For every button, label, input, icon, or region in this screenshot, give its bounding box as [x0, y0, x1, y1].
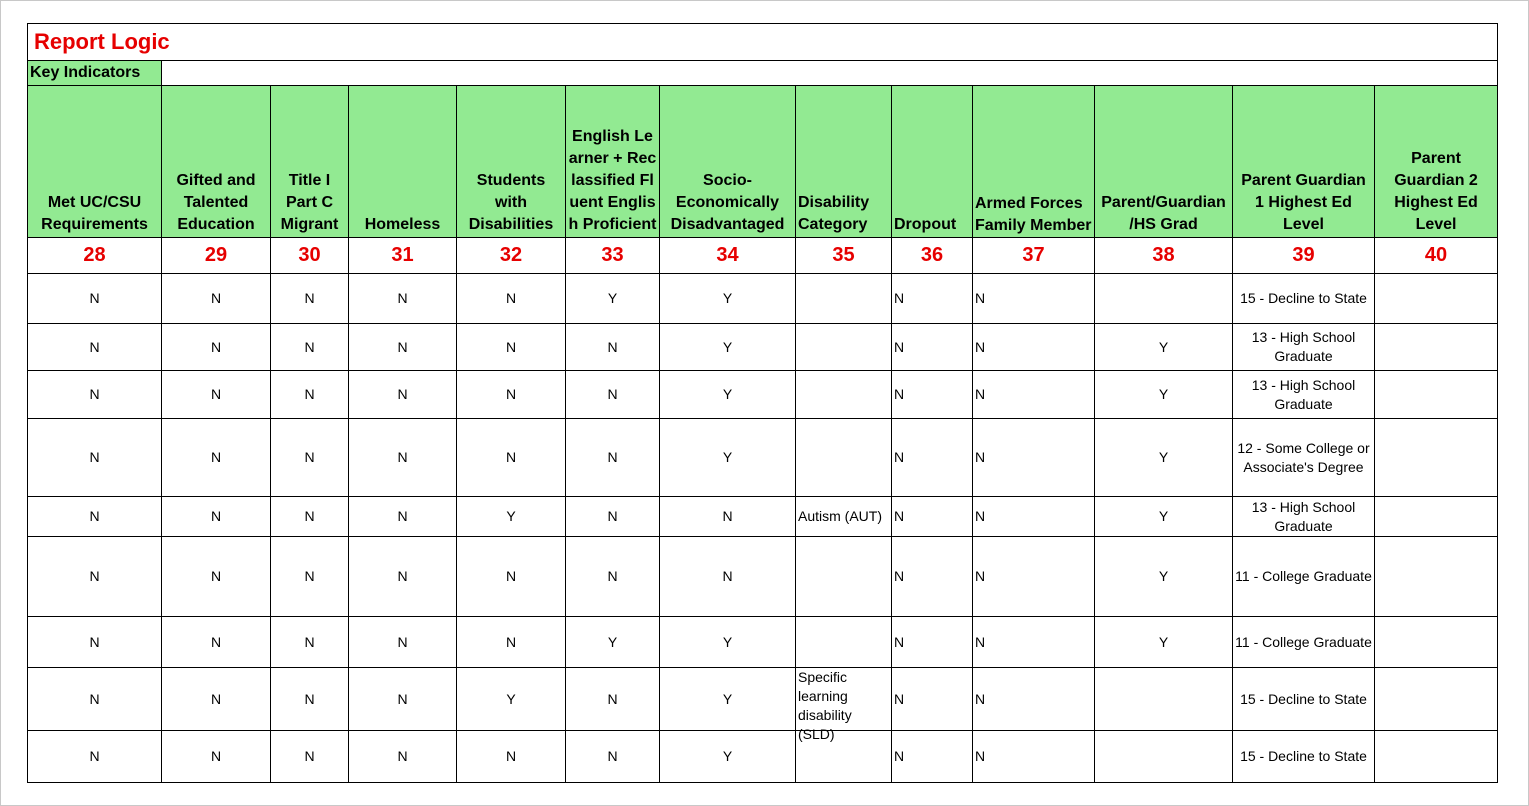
table-cell: N [28, 617, 162, 668]
table-cell: N [28, 537, 162, 617]
table-cell [796, 537, 892, 617]
table-cell: N [271, 731, 349, 783]
table-cell: N [28, 419, 162, 497]
table-cell: N [162, 419, 271, 497]
table-cell: 13 - High School Graduate [1233, 324, 1375, 371]
table-cell: N [349, 617, 457, 668]
table-cell: N [973, 617, 1095, 668]
table-cell: Y [660, 274, 796, 324]
table-row [28, 371, 1498, 419]
table-cell: N [457, 731, 566, 783]
table-cell [1095, 274, 1233, 324]
table-cell: N [271, 617, 349, 668]
table-cell: N [162, 617, 271, 668]
table-cell [796, 668, 892, 742]
table-cell: N [271, 497, 349, 537]
col-header: Dropout [892, 86, 973, 238]
table-cell: N [271, 324, 349, 371]
table-row [28, 731, 1498, 783]
table-cell: 15 - Decline to State [1233, 274, 1375, 324]
table-cell: N [28, 668, 162, 731]
table-cell: N [162, 668, 271, 731]
table-cell: N [162, 274, 271, 324]
table-cell: N [892, 324, 973, 371]
table-cell: N [349, 274, 457, 324]
table-cell: N [892, 371, 973, 419]
table-cell: N [973, 419, 1095, 497]
key-indicators-label: Key Indicators [28, 61, 162, 86]
table-cell: N [566, 371, 660, 419]
table-cell: N [973, 731, 1095, 783]
table-cell: N [457, 617, 566, 668]
table-cell: N [892, 419, 973, 497]
col-header: Students with Disabilities [457, 86, 566, 238]
table-cell: N [566, 668, 660, 731]
table-cell: N [271, 371, 349, 419]
table-cell: N [349, 419, 457, 497]
table-row [28, 617, 1498, 668]
table-cell: N [28, 731, 162, 783]
table-cell [1375, 419, 1498, 497]
table-cell [1375, 324, 1498, 371]
col-number: 35 [796, 238, 892, 274]
table-cell: 15 - Decline to State [1233, 668, 1375, 731]
table-row [28, 497, 1498, 537]
table-cell: Y [660, 731, 796, 783]
table-cell: N [660, 497, 796, 537]
table-cell [796, 274, 892, 324]
table-cell: N [349, 668, 457, 731]
col-header: Socio-Economically Disadvantaged [660, 86, 796, 238]
table-cell: N [271, 419, 349, 497]
table-body [28, 274, 1498, 783]
key-indicators-blank [162, 61, 1498, 86]
table-cell: Y [1095, 324, 1233, 371]
report-title: Report Logic [34, 29, 170, 54]
table-cell: Y [660, 419, 796, 497]
col-number: 36 [892, 238, 973, 274]
table-cell [1375, 537, 1498, 617]
col-number: 34 [660, 238, 796, 274]
table-cell: 13 - High School Graduate [1233, 371, 1375, 419]
table-cell [1375, 371, 1498, 419]
table-cell: N [349, 731, 457, 783]
table-cell: N [973, 324, 1095, 371]
table-cell: N [660, 537, 796, 617]
table-cell: N [28, 497, 162, 537]
table-cell: Y [457, 497, 566, 537]
table-cell: N [28, 324, 162, 371]
col-header: Armed Forces Family Member [973, 86, 1095, 238]
table-cell: N [271, 537, 349, 617]
table-cell: Y [1095, 617, 1233, 668]
col-header: English Learner + Reclassified Fluent English Proficient [566, 86, 660, 238]
table-cell [796, 419, 892, 497]
col-header: Gifted and Talented Education [162, 86, 271, 238]
table-cell: N [973, 537, 1095, 617]
col-number: 30 [271, 238, 349, 274]
col-number: 31 [349, 238, 457, 274]
table-cell [796, 324, 892, 371]
table-cell: 11 - College Graduate [1233, 617, 1375, 668]
table-cell: 15 - Decline to State [1233, 731, 1375, 783]
table-cell: N [892, 497, 973, 537]
report-table [27, 23, 1498, 783]
table-row [28, 537, 1498, 617]
col-header: Parent Guardian 1 Highest Ed Level [1233, 86, 1375, 238]
title-cell [28, 24, 1498, 61]
table-cell: N [162, 731, 271, 783]
col-number: 37 [973, 238, 1095, 274]
table-cell: N [457, 371, 566, 419]
table-cell: Y [1095, 537, 1233, 617]
table-cell: 11 - College Graduate [1233, 537, 1375, 617]
table-cell: 13 - High School Graduate [1233, 497, 1375, 537]
table-cell: N [892, 274, 973, 324]
col-number: 29 [162, 238, 271, 274]
col-header: Met UC/CSU Requirements [28, 86, 162, 238]
table-cell: N [892, 617, 973, 668]
table-cell: N [162, 497, 271, 537]
table-cell: Y [1095, 371, 1233, 419]
table-cell: N [566, 731, 660, 783]
col-number: 32 [457, 238, 566, 274]
table-cell: N [566, 324, 660, 371]
table-row [28, 274, 1498, 324]
table-cell: N [349, 497, 457, 537]
col-header: Parent Guardian 2 Highest Ed Level [1375, 86, 1498, 238]
table-cell: N [162, 324, 271, 371]
table-row [28, 419, 1498, 497]
col-number: 40 [1375, 238, 1498, 274]
col-header: Parent/Guardian /HS Grad [1095, 86, 1233, 238]
table-cell: N [28, 274, 162, 324]
cell-text: Autism (AUT) [798, 508, 882, 524]
cell-text: Specific learning disability (SLD) [798, 669, 852, 742]
table-cell: N [271, 274, 349, 324]
table-cell: N [973, 668, 1095, 731]
table-row [28, 668, 1498, 731]
col-number: 38 [1095, 238, 1233, 274]
table-cell: N [349, 324, 457, 371]
table-cell [1375, 617, 1498, 668]
table-cell [796, 497, 892, 537]
col-header: Title I Part C Migrant [271, 86, 349, 238]
table-cell: N [973, 371, 1095, 419]
table-cell: Y [660, 617, 796, 668]
table-cell [1095, 731, 1233, 783]
table-cell: Y [1095, 419, 1233, 497]
table-cell: Y [1095, 497, 1233, 537]
table-cell: N [973, 497, 1095, 537]
table-cell: N [973, 274, 1095, 324]
table-cell [796, 617, 892, 668]
table-cell: Y [566, 617, 660, 668]
table-cell: N [566, 537, 660, 617]
table-cell: N [566, 419, 660, 497]
table-cell [1095, 668, 1233, 731]
table-cell: Y [566, 274, 660, 324]
table-cell: N [892, 668, 973, 731]
table-cell: Y [660, 668, 796, 731]
table-cell: Y [457, 668, 566, 731]
table-cell [1375, 274, 1498, 324]
col-header: Homeless [349, 86, 457, 238]
table-cell [1375, 668, 1498, 731]
table-row [28, 324, 1498, 371]
table-cell [1375, 731, 1498, 783]
table-cell: N [892, 731, 973, 783]
table-cell: N [566, 497, 660, 537]
table-cell: N [271, 668, 349, 731]
table-cell: N [349, 537, 457, 617]
table-cell [796, 371, 892, 419]
col-header: Disability Category [796, 86, 892, 238]
table-cell: N [457, 274, 566, 324]
table-cell: N [457, 324, 566, 371]
col-number: 39 [1233, 238, 1375, 274]
table-cell: N [349, 371, 457, 419]
table-cell: N [28, 371, 162, 419]
table-cell: N [457, 419, 566, 497]
table-cell: 12 - Some College or Associate's Degree [1233, 419, 1375, 497]
table-cell: N [162, 537, 271, 617]
table-cell: N [457, 537, 566, 617]
table-cell [1375, 497, 1498, 537]
col-number: 33 [566, 238, 660, 274]
table-cell: Y [660, 371, 796, 419]
col-number: 28 [28, 238, 162, 274]
table-cell: N [892, 537, 973, 617]
table-cell: N [162, 371, 271, 419]
table-cell: Y [660, 324, 796, 371]
